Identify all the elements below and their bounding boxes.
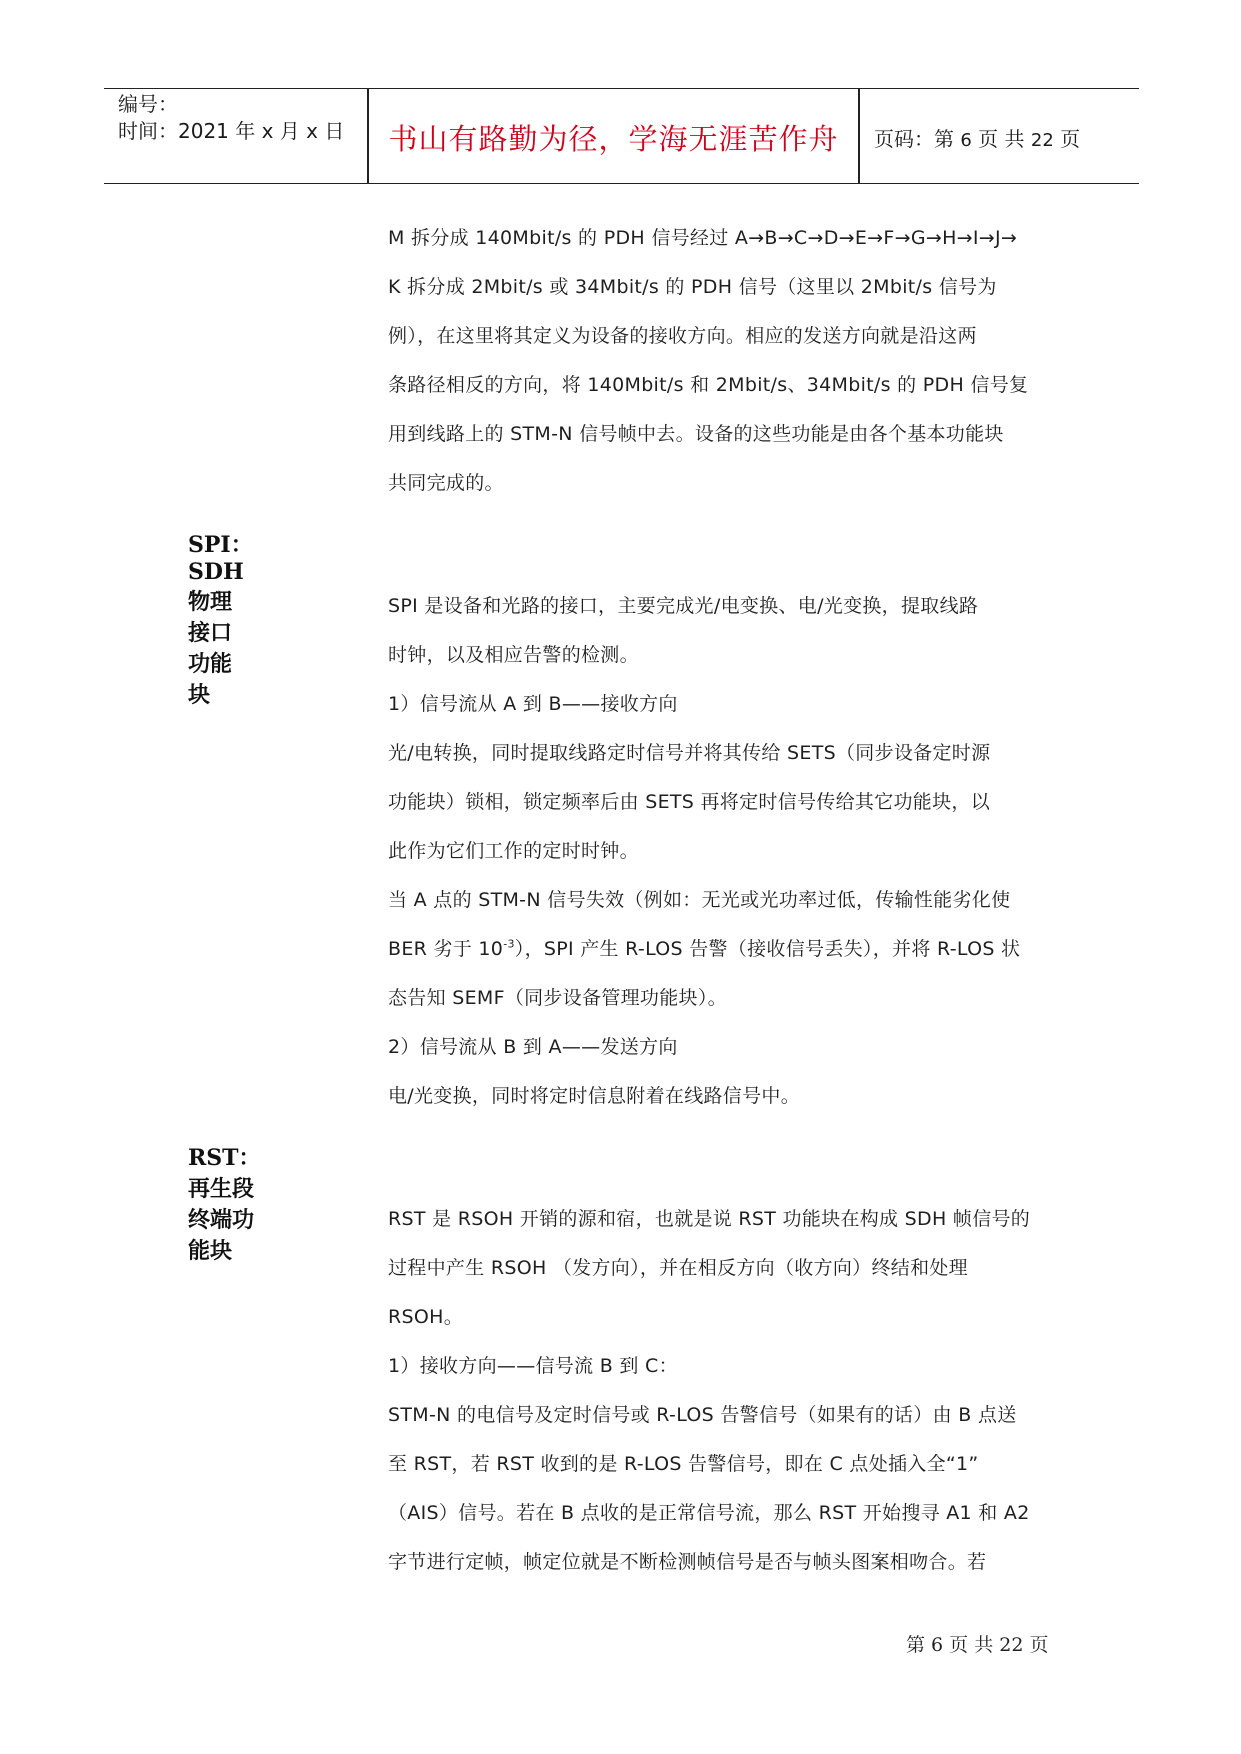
page-current: 6 xyxy=(960,130,972,151)
spi-paragraph-line: 电/光变换，同时将定时信息附着在线路信号中。 xyxy=(388,1085,801,1107)
spi-paragraph-line: 此作为它们工作的定时时钟。 xyxy=(388,840,639,862)
spi-paragraph-line: 态告知 SEMF（同步设备管理功能块）。 xyxy=(388,987,727,1009)
ber-exponent: -3 xyxy=(503,937,515,951)
spi-paragraph-line: 当 A 点的 STM-N 信号失效（例如：无光或光功率过低，传输性能劣化使 xyxy=(388,889,1011,911)
rst-paragraph-line: RSOH。 xyxy=(388,1306,464,1328)
intro-line: 共同完成的。 xyxy=(388,472,504,494)
page-suffix: 页 xyxy=(1060,127,1081,151)
rst-paragraph-line: （AIS）信号。若在 B 点收的是正常信号流，那么 RST 开始搜寻 A1 和 A2 xyxy=(388,1502,1030,1524)
spi-list-item: 2）信号流从 B 到 A——发送方向 xyxy=(388,1036,678,1058)
section-heading-rst: RST：再生段终端功能块 xyxy=(188,1145,261,1264)
page-total: 22 xyxy=(1030,130,1054,151)
header-divider xyxy=(858,89,860,183)
spi-paragraph-line: 光/电转换，同时提取线路定时信号并将其传给 SETS（同步设备定时源 xyxy=(388,742,991,764)
rst-paragraph-line: RST 是 RSOH 开销的源和宿，也就是说 RST 功能块在构成 SDH 帧信号的 xyxy=(388,1208,1031,1230)
header-motto: 书山有路勤为径，学海无涯苦作舟 xyxy=(388,122,839,156)
ber-text: BER 劣于 10 xyxy=(388,938,504,960)
intro-line: 条路径相反的方向，将 140Mbit/s 和 2Mbit/s、34Mbit/s 的 PDH 信号复 xyxy=(388,374,1029,396)
page-prefix: 页码：第 xyxy=(874,127,954,151)
spi-paragraph-line: 功能块）锁相，锁定频率后由 SETS 再将定时信号传给其它功能块，以 xyxy=(388,791,991,813)
rst-list-item: 1）接收方向——信号流 B 到 C： xyxy=(388,1355,678,1377)
header-page-indicator xyxy=(874,123,1080,152)
rst-paragraph-line: 至 RST，若 RST 收到的是 R-LOS 告警信号，即在 C 点处插入全“1” xyxy=(388,1453,979,1475)
spi-paragraph-line: SPI 是设备和光路的接口，主要完成光/电变换、电/光变换，提取线路 xyxy=(388,595,979,617)
rlos-text: ），SPI 产生 R-LOS 告警（接收信号丢失），并将 R-LOS 状 xyxy=(514,938,1021,960)
section-heading-spi: SPI：SDH 物理接口功能块 xyxy=(188,532,253,708)
document-number-label: 编号： xyxy=(118,92,178,116)
intro-line: 用到线路上的 STM-N 信号帧中去。设备的这些功能是由各个基本功能块 xyxy=(388,423,1004,445)
spi-paragraph-line: 时钟，以及相应告警的检测。 xyxy=(388,644,639,666)
page-footer: 第 6 页 共 22 页 xyxy=(906,1634,1049,1656)
page-header xyxy=(104,88,1139,184)
intro-line: 例），在这里将其定义为设备的接收方向。相应的发送方向就是沿这两 xyxy=(388,325,977,347)
intro-line: M 拆分成 140Mbit/s 的 PDH 信号经过 A→B→C→D→E→F→G→H→I→J→ xyxy=(388,227,1018,249)
rst-paragraph-line: 字节进行定帧，帧定位就是不断检测帧信号是否与帧头图案相吻合。若 xyxy=(388,1551,987,1573)
intro-line: K 拆分成 2Mbit/s 或 34Mbit/s 的 PDH 信号（这里以 2Mbit/s 信号为 xyxy=(388,276,997,298)
document-time-label: 时间：2021 年 x 月 x 日 xyxy=(118,119,345,143)
rst-paragraph-line: 过程中产生 RSOH （发方向），并在相反方向（收方向）终结和处理 xyxy=(388,1257,968,1279)
rst-paragraph-line: STM-N 的电信号及定时信号或 R-LOS 告警信号（如果有的话）由 B 点送 xyxy=(388,1404,1017,1426)
spi-list-item: 1）信号流从 A 到 B——接收方向 xyxy=(388,693,678,715)
spi-paragraph-line xyxy=(388,925,1058,974)
header-meta xyxy=(118,91,344,145)
page-mid: 页 共 xyxy=(978,127,1025,151)
